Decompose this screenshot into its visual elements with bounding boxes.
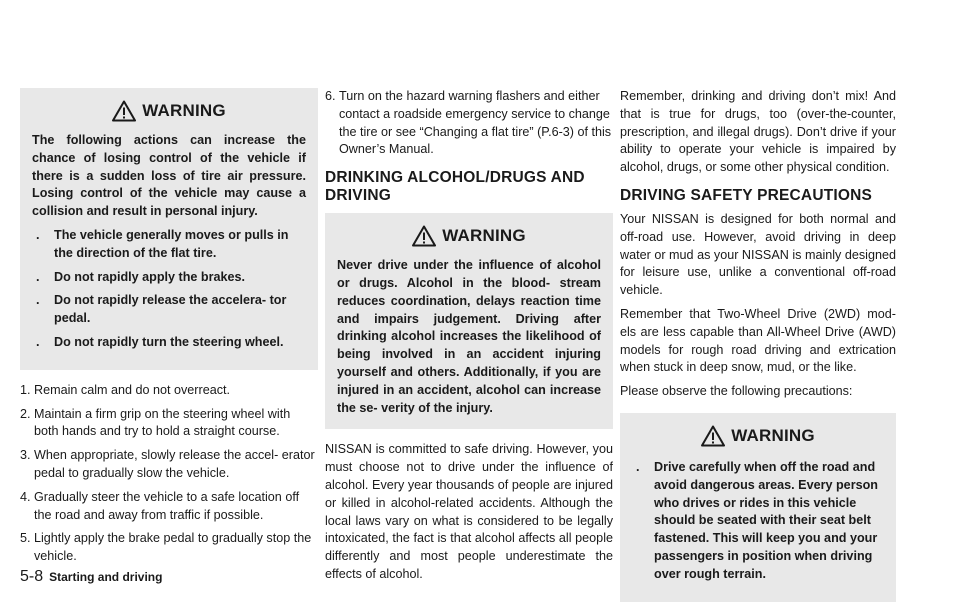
section-name: Starting and driving — [49, 570, 163, 584]
step-number: 4. — [20, 489, 31, 504]
step-list — [20, 382, 318, 566]
paragraph-dont-mix: Remember, drinking and driving don’t mix! And that is true for drugs, too (over-the-counter, prescription, and illegal drugs). Don’t drive if your ability to operate your vehicle is impaired by alcohol, drugs, or some other physical condition. — [620, 89, 896, 175]
warning-header — [337, 219, 601, 253]
step-item — [20, 406, 318, 442]
warning-box-offroad — [620, 413, 896, 602]
page-footer — [20, 568, 162, 586]
warning-bullet — [32, 292, 306, 328]
warning-box-tire — [20, 88, 318, 370]
warning-triangle-icon — [412, 225, 436, 247]
warning-header — [32, 94, 306, 128]
step-number: 2. — [20, 406, 31, 421]
bullet-text: Do not rapidly apply the brakes. — [54, 269, 246, 284]
warning-box-alcohol — [325, 213, 613, 429]
step-item — [325, 88, 613, 159]
bullet-dot: . — [36, 293, 40, 308]
paragraph-precautions: Please observe the following precautions: — [620, 384, 853, 399]
step-text: Lightly apply the brake pedal to gradually stop the vehicle. — [34, 531, 312, 564]
warning-title: WARNING — [142, 101, 226, 120]
column-1 — [20, 88, 318, 572]
warning-triangle-icon — [112, 100, 136, 122]
warning-bullet — [32, 269, 306, 287]
step-number: 5. — [20, 531, 31, 546]
bullet-dot: . — [36, 334, 40, 349]
warning-intro: The following actions can increase the chance of losing control of the vehicle if there is a sudden loss of tire air pressure. Losing control of the vehicle may cause a collision and result in personal injury. — [32, 133, 306, 219]
step-number: 3. — [20, 448, 31, 463]
warning-title: WARNING — [731, 425, 815, 445]
step-text: Maintain a firm grip on the steering wheel with both hands and try to hold a straight course. — [34, 406, 291, 439]
step-text: Turn on the hazard warning flashers and either contact a roadside emergency service to change the tire or see “Changing a flat tire” (P.6-3) of this Owner’s Manual. — [339, 89, 612, 157]
paragraph-design: Your NISSAN is designed for both normal and off-road use. However, avoid driving in deep water or mud as your NISSAN is mainly designed for leisure use, unlike a conventional off-road vehicle. — [620, 211, 896, 298]
column-2 — [325, 88, 613, 584]
section-heading-alcohol: DRINKING ALCOHOL/DRUGS AND DRIVING — [325, 169, 585, 205]
step-item — [20, 447, 318, 483]
bullet-dot: . — [636, 459, 640, 474]
bullet-dot: . — [36, 227, 40, 242]
warning-bullet-list — [32, 227, 306, 352]
bullet-text: The vehicle generally moves or pulls in the direction of the flat tire. — [54, 227, 289, 260]
step-text: Remain calm and do not overreact. — [34, 382, 231, 397]
warning-bullet — [32, 227, 306, 263]
warning-text: Never drive under the influence of alcohol or drugs. Alcohol in the blood- stream reduces coordination, delays reaction time and impairs judgement. Driving after drinking alcohol increases the likelihood of being involved in an accident injuring yourself and others. Additionally, if you are injured in an accident, alcohol can increase the se- verity of the injury. — [337, 258, 601, 415]
warning-bullet — [632, 459, 884, 584]
bullet-dot: . — [36, 269, 40, 284]
step-number: 1. — [20, 382, 31, 397]
paragraph-alcohol: NISSAN is committed to safe driving. However, you must choose not to drive under the influence of alcohol. Every year thousands of people are injured or killed in alcohol-related accidents. Although the local laws vary on what is considered to be legally intoxicated, the fact is that alcohol affects all people differently and most people underestimate the effects of alcohol. — [325, 442, 613, 581]
warning-bullet-list — [632, 459, 884, 584]
paragraph-2wd: Remember that Two-Wheel Drive (2WD) mod- els are less capable than All-Wheel Drive (AWD) models for rough road driving and extrication when stuck in deep snow, mud, or the like. — [620, 306, 896, 375]
step-list-continued — [325, 88, 613, 159]
section-heading-safety: DRIVING SAFETY PRECAUTIONS — [620, 186, 873, 204]
step-item — [20, 489, 318, 525]
step-number: 6. — [325, 89, 336, 103]
step-text: When appropriate, slowly release the accel- erator pedal to gradually slow the vehicle. — [34, 448, 315, 480]
step-item — [20, 382, 318, 400]
bullet-text: Do not rapidly release the accelera- tor pedal. — [54, 293, 287, 326]
warning-triangle-icon — [701, 425, 725, 447]
bullet-text: Drive carefully when off the road and avoid dangerous areas. Every person who drives or rides in this vehicle should be seated with their seat belt fastened. This will keep you and your passengers in position when driving over rough terrain. — [654, 459, 878, 581]
bullet-text: Do not rapidly turn the steering wheel. — [54, 334, 284, 349]
step-item — [20, 530, 318, 566]
page-number: 5-8 — [20, 568, 44, 585]
warning-bullet — [32, 334, 306, 352]
warning-title: WARNING — [442, 226, 526, 246]
step-text: Gradually steer the vehicle to a safe location off the road and away from traffic if possible. — [34, 489, 300, 522]
warning-header — [632, 419, 884, 453]
column-3 — [620, 88, 896, 602]
